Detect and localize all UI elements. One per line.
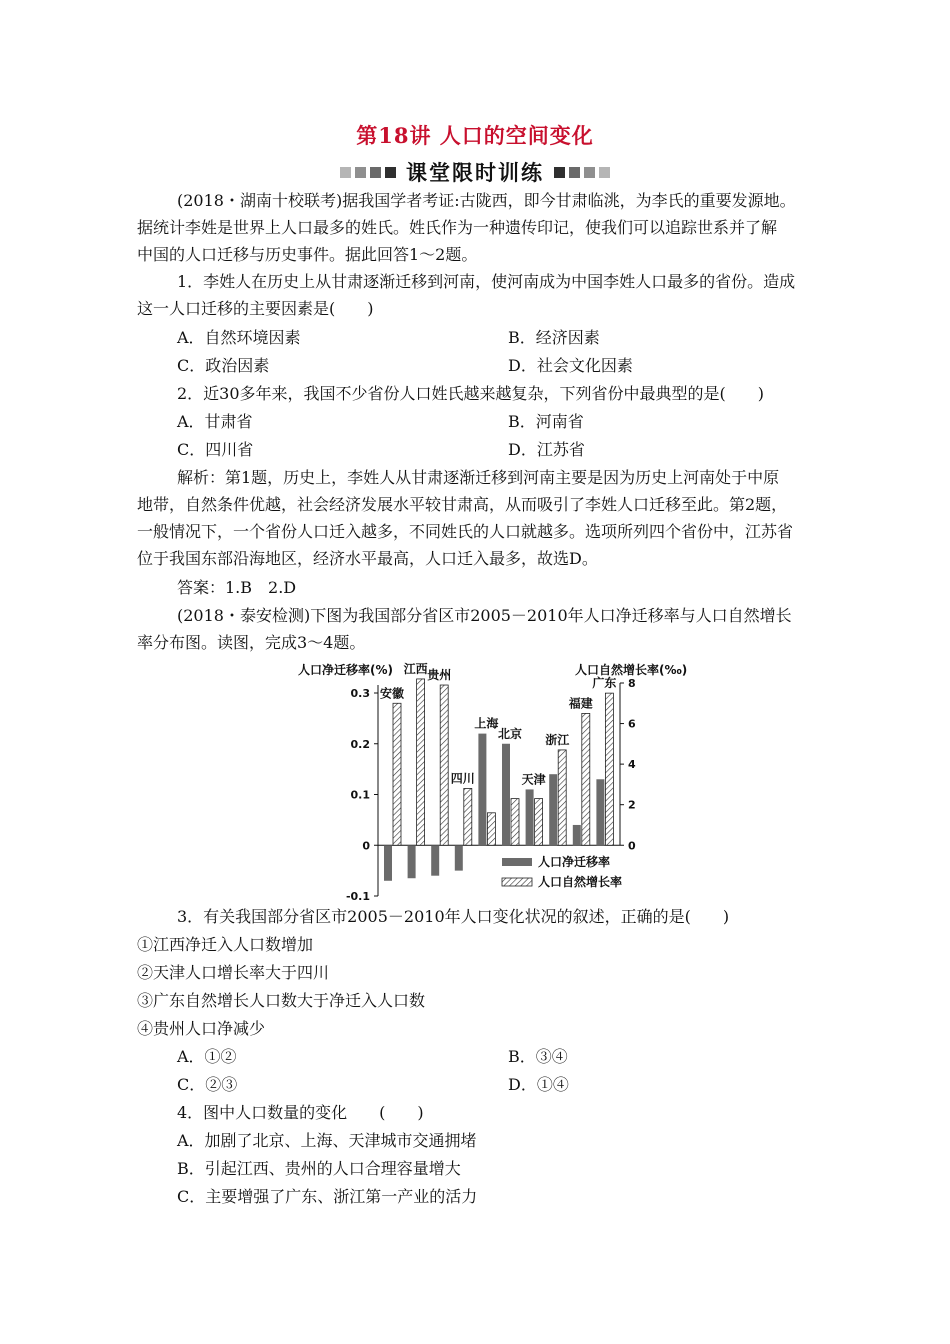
q2-option-c: C．四川省 [177, 440, 254, 459]
natural-growth-bar [464, 788, 472, 845]
migration-bar [526, 789, 534, 845]
square-icon [355, 167, 366, 178]
legend-label-migration: 人口净迁移率 [538, 855, 611, 869]
right-axis-title: 人口自然增长率(‰) [575, 663, 688, 677]
category-label: 贵州 [427, 668, 452, 683]
category-label: 广东 [592, 676, 617, 691]
category-label: 北京 [497, 726, 523, 741]
category-label: 浙江 [545, 732, 570, 747]
category-label: 安徽 [379, 686, 405, 701]
square-icon [569, 167, 580, 178]
migration-bar [478, 734, 486, 846]
category-label: 江西 [403, 661, 428, 676]
q2-option-b: B．河南省 [508, 412, 584, 431]
q1-option-a: A．自然环境因素 [177, 328, 301, 347]
q3-statement: ①江西净迁入人口数增加 [137, 935, 314, 954]
section-banner [0, 157, 950, 187]
category-label: 福建 [568, 696, 593, 711]
analysis-line: 位于我国东部沿海地区，经济水平最高，人口迁入最多，故选D。 [137, 549, 598, 568]
banner-squares-left [340, 167, 396, 178]
natural-growth-bar [535, 799, 543, 846]
category-label: 天津 [521, 772, 546, 787]
banner-text: 课堂限时训练 [406, 160, 544, 185]
migration-bar [431, 845, 439, 875]
q3-statement: ④贵州人口净减少 [137, 1019, 266, 1038]
migration-bar [408, 845, 416, 878]
migration-bar [573, 825, 581, 845]
natural-growth-bar [605, 693, 613, 845]
square-icon [584, 167, 595, 178]
q2-option-a: A．甘肃省 [177, 412, 253, 431]
category-label: 四川 [450, 771, 475, 786]
q3-option-d: D．①④ [508, 1075, 569, 1094]
left-tick-label: 0.3 [350, 687, 370, 700]
q4-option-a: A．加剧了北京、上海、天津城市交通拥堵 [177, 1131, 477, 1150]
migration-bar [384, 845, 392, 881]
right-tick-label: 0 [628, 839, 636, 853]
natural-growth-bar [511, 799, 519, 846]
square-icon [385, 167, 396, 178]
q1-option-c: C．政治因素 [177, 356, 270, 375]
intro2-line: (2018・泰安检测)下图为我国部分省区市2005－2010年人口净迁移率与人口自然增长 [177, 606, 792, 625]
natural-growth-bar [582, 713, 590, 845]
q4-option-b: B．引起江西、贵州的人口合理容量增大 [177, 1159, 461, 1178]
left-tick-label: 0 [362, 839, 370, 853]
square-icon [370, 167, 381, 178]
migration-bar [502, 744, 510, 846]
q3-option-a: A．①② [177, 1047, 237, 1066]
answer-line: 答案：1.B 2.D [177, 578, 297, 597]
natural-growth-bar [558, 750, 566, 845]
square-icon [599, 167, 610, 178]
question-1-stem: 1．李姓人在历史上从甘肃逐渐迁移到河南，使河南成为中国李姓人口最多的省份。造成 [177, 272, 796, 291]
natural-growth-bar [440, 685, 448, 845]
migration-bar [455, 845, 463, 870]
page-title: 第18讲 人口的空间变化 [356, 123, 594, 148]
q3-statement: ②天津人口增长率大于四川 [137, 963, 330, 982]
natural-growth-bar [487, 813, 495, 845]
question-3-stem: 3．有关我国部分省区市2005－2010年人口变化状况的叙述，正确的是( ) [177, 907, 730, 926]
right-tick-label: 2 [628, 798, 636, 812]
q4-option-c: C．主要增强了广东、浙江第一产业的活力 [177, 1187, 478, 1206]
migration-bar [549, 774, 557, 845]
left-tick-label: 0.2 [350, 737, 370, 751]
q3-statement: ③广东自然增长人口数大于净迁入人口数 [137, 991, 426, 1010]
square-icon [554, 167, 565, 178]
intro2-line: 率分布图。读图，完成3～4题。 [137, 633, 366, 652]
q1-option-d: D．社会文化因素 [508, 356, 633, 375]
q3-option-b: B．③④ [508, 1047, 568, 1066]
question-2-stem: 2．近30多年来，我国不少省份人口姓氏越来越复杂，下列省份中最典型的是( ) [177, 384, 765, 403]
population-chart [290, 658, 690, 903]
intro-line: (2018・湖南十校联考)据我国学者考证:古陇西，即今甘肃临洮，为李氏的重要发源地。 [177, 191, 796, 210]
analysis-line: 一般情况下，一个省份人口迁入越多，不同姓氏的人口就越多。选项所列四个省份中，江苏省 [137, 522, 794, 541]
migration-bar [596, 779, 604, 845]
right-tick-label: 8 [628, 677, 636, 690]
category-label: 上海 [474, 716, 499, 731]
analysis-line: 地带，自然条件优越，社会经济发展水平较甘肃高，从而吸引了李姓人口迁移至此。第2题， [137, 495, 788, 514]
intro-line: 据统计李姓是世界上人口最多的姓氏。姓氏作为一种遗传印记，使我们可以追踪世系并了解 [137, 218, 778, 237]
q2-option-d: D．江苏省 [508, 440, 585, 459]
question-4-stem: 4．图中人口数量的变化 ( ) [177, 1103, 424, 1122]
left-tick-label: -0.1 [345, 890, 370, 903]
banner-squares-right [554, 167, 610, 178]
question-1-stem: 这一人口迁移的主要因素是( ) [137, 299, 374, 318]
natural-growth-bar [417, 679, 425, 845]
right-tick-label: 4 [628, 758, 636, 772]
legend-swatch-natural [502, 878, 532, 886]
q1-option-b: B．经济因素 [508, 328, 600, 347]
intro-line: 中国的人口迁移与历史事件。据此回答1～2题。 [137, 245, 478, 264]
q3-option-c: C．②③ [177, 1075, 238, 1094]
legend-swatch-migration [502, 858, 532, 866]
square-icon [340, 167, 351, 178]
chart-svg [290, 658, 690, 903]
right-tick-label: 6 [628, 717, 636, 731]
natural-growth-bar [393, 703, 401, 845]
left-axis-title: 人口净迁移率(%) [298, 663, 393, 677]
legend-label-natural: 人口自然增长率 [538, 875, 623, 889]
left-tick-label: 0.1 [350, 788, 370, 802]
analysis-line: 解析：第1题，历史上，李姓人从甘肃逐渐迁移到河南主要是因为历史上河南处于中原 [177, 468, 780, 487]
